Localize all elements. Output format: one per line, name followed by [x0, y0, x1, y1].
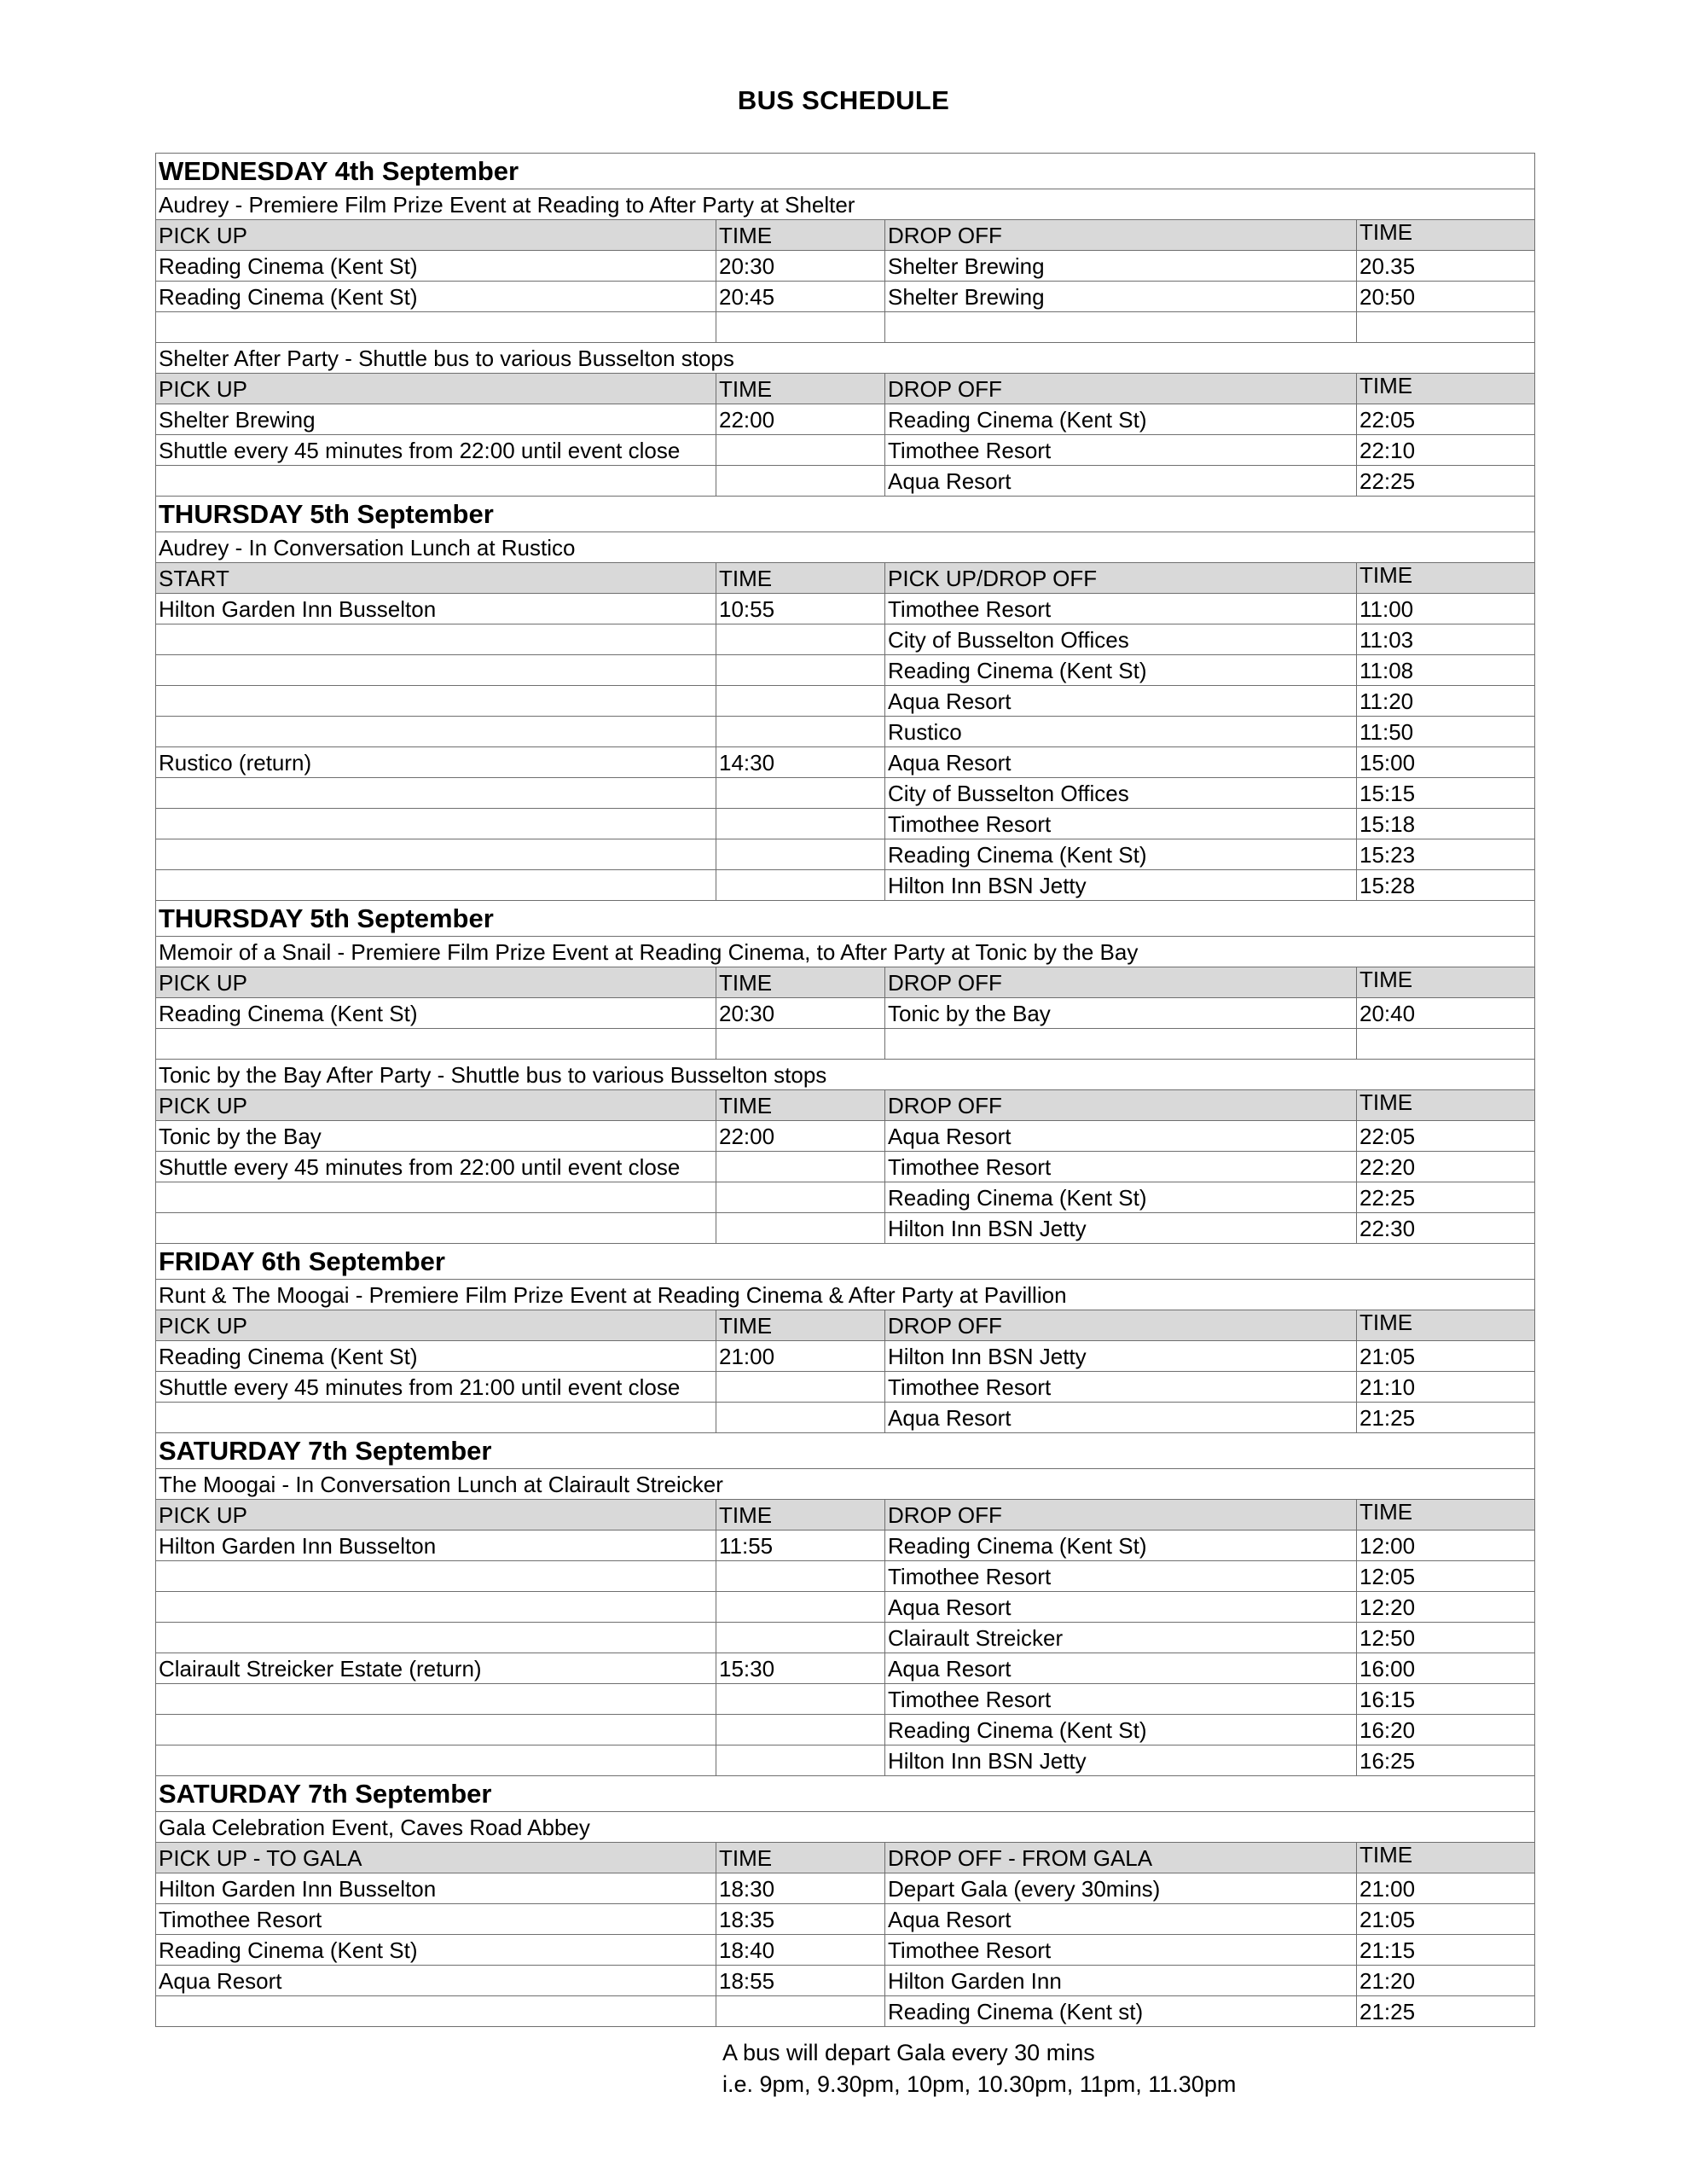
- pickup-location: [156, 1715, 716, 1745]
- dropoff-time: 22:25: [1357, 466, 1535, 497]
- pickup-time: [716, 717, 885, 747]
- event-subtitle-row: [156, 1060, 1535, 1090]
- header-dropoff: DROP OFF: [885, 374, 1357, 404]
- dropoff-time: 20.35: [1357, 251, 1535, 282]
- pickup-location: Reading Cinema (Kent St): [156, 1935, 716, 1966]
- header-time: TIME: [1357, 1500, 1535, 1531]
- dropoff-location: Hilton Inn BSN Jetty: [885, 1213, 1357, 1244]
- header-time: TIME: [1357, 1090, 1535, 1121]
- header-dropoff: DROP OFF: [885, 220, 1357, 251]
- header-dropoff: DROP OFF: [885, 1500, 1357, 1531]
- table-row: [156, 435, 1535, 466]
- table-row: [156, 1745, 1535, 1776]
- event-subtitle-row: [156, 343, 1535, 374]
- dropoff-location: Shelter Brewing: [885, 251, 1357, 282]
- dropoff-time: 21:00: [1357, 1873, 1535, 1904]
- pickup-time: [716, 1592, 885, 1623]
- column-header-row: [156, 967, 1535, 998]
- dropoff-location: Clairault Streicker: [885, 1623, 1357, 1653]
- pickup-location: [156, 1996, 716, 2027]
- event-subtitle-row: [156, 189, 1535, 220]
- dropoff-location: Timothee Resort: [885, 1152, 1357, 1182]
- table-row: [156, 466, 1535, 497]
- pickup-time: [716, 435, 885, 466]
- event-subtitle: The Moogai - In Conversation Lunch at Clairault Streicker: [156, 1469, 1535, 1500]
- pickup-time: [716, 1213, 885, 1244]
- table-row: [156, 1213, 1535, 1244]
- table-row: [156, 1372, 1535, 1403]
- pickup-location: Clairault Streicker Estate (return): [156, 1653, 716, 1684]
- event-subtitle-row: [156, 937, 1535, 967]
- pickup-time: 11:55: [716, 1531, 885, 1561]
- header-time: TIME: [716, 967, 885, 998]
- pickup-location: [156, 778, 716, 809]
- day-heading: SATURDAY 7th September: [156, 1776, 1535, 1812]
- pickup-time: [716, 870, 885, 901]
- header-pickup: PICK UP: [156, 1090, 716, 1121]
- pickup-location: Tonic by the Bay: [156, 1121, 716, 1152]
- table-row: [156, 778, 1535, 809]
- dropoff-time: 22:05: [1357, 1121, 1535, 1152]
- dropoff-location: Reading Cinema (Kent St): [885, 1531, 1357, 1561]
- pickup-location: Reading Cinema (Kent St): [156, 1341, 716, 1372]
- pickup-location: Hilton Garden Inn Busselton: [156, 594, 716, 624]
- pickup-location: Shuttle every 45 minutes from 21:00 until event close: [156, 1372, 716, 1403]
- pickup-time: [716, 686, 885, 717]
- day-heading-row: [156, 1433, 1535, 1469]
- table-row: [156, 1935, 1535, 1966]
- table-row: [156, 1182, 1535, 1213]
- column-header-row: [156, 1310, 1535, 1341]
- table-row: [156, 809, 1535, 839]
- pickup-location: Aqua Resort: [156, 1966, 716, 1996]
- dropoff-time: 21:25: [1357, 1403, 1535, 1433]
- pickup-time: 18:40: [716, 1935, 885, 1966]
- table-row: [156, 312, 1535, 343]
- dropoff-location: Timothee Resort: [885, 435, 1357, 466]
- dropoff-time: 12:00: [1357, 1531, 1535, 1561]
- table-row: [156, 1715, 1535, 1745]
- pickup-location: Hilton Garden Inn Busselton: [156, 1531, 716, 1561]
- pickup-location: [156, 1403, 716, 1433]
- dropoff-location: Reading Cinema (Kent St): [885, 839, 1357, 870]
- dropoff-location: City of Busselton Offices: [885, 624, 1357, 655]
- dropoff-location: City of Busselton Offices: [885, 778, 1357, 809]
- pickup-time: [716, 1996, 885, 2027]
- pickup-time: 14:30: [716, 747, 885, 778]
- event-subtitle: Tonic by the Bay After Party - Shuttle bus to various Busselton stops: [156, 1060, 1535, 1090]
- pickup-location: Shuttle every 45 minutes from 22:00 until event close: [156, 1152, 716, 1182]
- table-row: [156, 1152, 1535, 1182]
- header-time: TIME: [716, 1500, 885, 1531]
- dropoff-time: 21:20: [1357, 1966, 1535, 1996]
- header-pickup: PICK UP: [156, 220, 716, 251]
- pickup-location: [156, 655, 716, 686]
- dropoff-time: 16:15: [1357, 1684, 1535, 1715]
- table-row: [156, 1592, 1535, 1623]
- day-heading: THURSDAY 5th September: [156, 497, 1535, 532]
- dropoff-location: Aqua Resort: [885, 1403, 1357, 1433]
- header-time: TIME: [716, 220, 885, 251]
- pickup-time: [716, 1684, 885, 1715]
- pickup-time: 18:55: [716, 1966, 885, 1996]
- table-row: [156, 1684, 1535, 1715]
- pickup-time: 20:30: [716, 251, 885, 282]
- dropoff-time: 11:20: [1357, 686, 1535, 717]
- header-dropoff: DROP OFF: [885, 967, 1357, 998]
- dropoff-location: Hilton Inn BSN Jetty: [885, 1341, 1357, 1372]
- dropoff-location: Reading Cinema (Kent St): [885, 1715, 1357, 1745]
- header-time: TIME: [1357, 967, 1535, 998]
- day-heading-row: [156, 154, 1535, 189]
- table-row: [156, 1873, 1535, 1904]
- header-dropoff: DROP OFF - FROM GALA: [885, 1843, 1357, 1873]
- header-time: TIME: [1357, 563, 1535, 594]
- dropoff-location: Aqua Resort: [885, 1592, 1357, 1623]
- dropoff-location: Timothee Resort: [885, 1935, 1357, 1966]
- gala-note-line-1: A bus will depart Gala every 30 mins: [722, 2040, 1095, 2065]
- pickup-time: 20:30: [716, 998, 885, 1029]
- pickup-location: Hilton Garden Inn Busselton: [156, 1873, 716, 1904]
- dropoff-time: 21:05: [1357, 1904, 1535, 1935]
- dropoff-location: Timothee Resort: [885, 594, 1357, 624]
- pickup-time: [716, 1745, 885, 1776]
- gala-note-line-2: i.e. 9pm, 9.30pm, 10pm, 10.30pm, 11pm, 11.30pm: [722, 2071, 1237, 2097]
- table-row: [156, 870, 1535, 901]
- gala-note: [722, 2037, 1236, 2100]
- pickup-time: 22:00: [716, 1121, 885, 1152]
- dropoff-time: 12:20: [1357, 1592, 1535, 1623]
- header-time: TIME: [716, 1310, 885, 1341]
- pickup-location: [156, 1623, 716, 1653]
- pickup-location: Shelter Brewing: [156, 404, 716, 435]
- dropoff-time: 11:50: [1357, 717, 1535, 747]
- event-subtitle-row: [156, 1469, 1535, 1500]
- dropoff-location: Depart Gala (every 30mins): [885, 1873, 1357, 1904]
- day-heading-row: [156, 497, 1535, 532]
- header-dropoff: DROP OFF: [885, 1310, 1357, 1341]
- dropoff-location: [885, 1029, 1357, 1060]
- column-header-row: [156, 220, 1535, 251]
- dropoff-location: Aqua Resort: [885, 747, 1357, 778]
- dropoff-location: Timothee Resort: [885, 809, 1357, 839]
- dropoff-time: [1357, 312, 1535, 343]
- pickup-time: 18:30: [716, 1873, 885, 1904]
- event-subtitle: Audrey - Premiere Film Prize Event at Reading to After Party at Shelter: [156, 189, 1535, 220]
- dropoff-time: 11:08: [1357, 655, 1535, 686]
- dropoff-time: 22:10: [1357, 435, 1535, 466]
- pickup-location: Timothee Resort: [156, 1904, 716, 1935]
- pickup-location: [156, 839, 716, 870]
- pickup-time: [716, 1372, 885, 1403]
- pickup-time: [716, 778, 885, 809]
- day-heading: WEDNESDAY 4th September: [156, 154, 1535, 189]
- pickup-time: [716, 466, 885, 497]
- dropoff-location: Tonic by the Bay: [885, 998, 1357, 1029]
- dropoff-location: Timothee Resort: [885, 1684, 1357, 1715]
- page-title: BUS SCHEDULE: [737, 85, 950, 115]
- table-row: [156, 1561, 1535, 1592]
- dropoff-location: Hilton Inn BSN Jetty: [885, 870, 1357, 901]
- day-heading-row: [156, 1244, 1535, 1280]
- header-time: TIME: [716, 1090, 885, 1121]
- dropoff-time: 15:28: [1357, 870, 1535, 901]
- dropoff-location: Aqua Resort: [885, 1904, 1357, 1935]
- day-heading-row: [156, 901, 1535, 937]
- dropoff-location: Aqua Resort: [885, 1121, 1357, 1152]
- dropoff-location: Aqua Resort: [885, 466, 1357, 497]
- column-header-row: [156, 563, 1535, 594]
- header-pickup: PICK UP - TO GALA: [156, 1843, 716, 1873]
- dropoff-location: Hilton Garden Inn: [885, 1966, 1357, 1996]
- pickup-location: [156, 1561, 716, 1592]
- pickup-time: [716, 1561, 885, 1592]
- pickup-time: [716, 312, 885, 343]
- dropoff-time: [1357, 1029, 1535, 1060]
- dropoff-time: 12:50: [1357, 1623, 1535, 1653]
- pickup-time: [716, 1029, 885, 1060]
- dropoff-time: 21:05: [1357, 1341, 1535, 1372]
- table-row: [156, 1341, 1535, 1372]
- pickup-location: [156, 1029, 716, 1060]
- dropoff-time: 22:30: [1357, 1213, 1535, 1244]
- table-row: [156, 1653, 1535, 1684]
- header-time: TIME: [1357, 220, 1535, 251]
- event-subtitle-row: [156, 1812, 1535, 1843]
- dropoff-location: Timothee Resort: [885, 1372, 1357, 1403]
- table-row: [156, 655, 1535, 686]
- day-heading-row: [156, 1776, 1535, 1812]
- table-row: [156, 839, 1535, 870]
- dropoff-location: [885, 312, 1357, 343]
- event-subtitle: Audrey - In Conversation Lunch at Rustico: [156, 532, 1535, 563]
- header-time: TIME: [716, 374, 885, 404]
- pickup-time: 15:30: [716, 1653, 885, 1684]
- pickup-time: [716, 1182, 885, 1213]
- pickup-time: [716, 1403, 885, 1433]
- dropoff-time: 15:18: [1357, 809, 1535, 839]
- table-row: [156, 1996, 1535, 2027]
- pickup-time: 22:00: [716, 404, 885, 435]
- day-heading: FRIDAY 6th September: [156, 1244, 1535, 1280]
- pickup-location: Reading Cinema (Kent St): [156, 282, 716, 312]
- pickup-time: [716, 1715, 885, 1745]
- event-subtitle: Shelter After Party - Shuttle bus to various Busselton stops: [156, 343, 1535, 374]
- dropoff-location: Aqua Resort: [885, 686, 1357, 717]
- table-row: [156, 1029, 1535, 1060]
- table-row: [156, 624, 1535, 655]
- header-time: TIME: [716, 563, 885, 594]
- table-row: [156, 717, 1535, 747]
- header-pickup: PICK UP: [156, 1310, 716, 1341]
- event-subtitle-row: [156, 1280, 1535, 1310]
- pickup-location: [156, 717, 716, 747]
- dropoff-location: Shelter Brewing: [885, 282, 1357, 312]
- table-row: [156, 1966, 1535, 1996]
- column-header-row: [156, 374, 1535, 404]
- pickup-location: [156, 1182, 716, 1213]
- pickup-location: [156, 1592, 716, 1623]
- pickup-location: Rustico (return): [156, 747, 716, 778]
- dropoff-location: Reading Cinema (Kent st): [885, 1996, 1357, 2027]
- pickup-location: [156, 809, 716, 839]
- dropoff-location: Reading Cinema (Kent St): [885, 1182, 1357, 1213]
- pickup-time: 10:55: [716, 594, 885, 624]
- dropoff-time: 12:05: [1357, 1561, 1535, 1592]
- event-subtitle: Memoir of a Snail - Premiere Film Prize Event at Reading Cinema, to After Party at Tonic by the Bay: [156, 937, 1535, 967]
- header-pickup: PICK UP: [156, 374, 716, 404]
- header-dropoff: DROP OFF: [885, 1090, 1357, 1121]
- dropoff-time: 20:50: [1357, 282, 1535, 312]
- dropoff-time: 21:10: [1357, 1372, 1535, 1403]
- column-header-row: [156, 1500, 1535, 1531]
- pickup-time: 20:45: [716, 282, 885, 312]
- header-time: TIME: [716, 1843, 885, 1873]
- table-row: [156, 404, 1535, 435]
- dropoff-time: 15:00: [1357, 747, 1535, 778]
- dropoff-time: 16:25: [1357, 1745, 1535, 1776]
- pickup-location: [156, 1213, 716, 1244]
- pickup-location: [156, 466, 716, 497]
- dropoff-location: Reading Cinema (Kent St): [885, 404, 1357, 435]
- pickup-time: [716, 809, 885, 839]
- dropoff-time: 15:23: [1357, 839, 1535, 870]
- table-row: [156, 282, 1535, 312]
- header-time: TIME: [1357, 1310, 1535, 1341]
- table-row: [156, 998, 1535, 1029]
- pickup-location: [156, 870, 716, 901]
- table-row: [156, 251, 1535, 282]
- header-pickup: PICK UP: [156, 1500, 716, 1531]
- dropoff-location: Reading Cinema (Kent St): [885, 655, 1357, 686]
- pickup-location: [156, 1745, 716, 1776]
- event-subtitle: Gala Celebration Event, Caves Road Abbey: [156, 1812, 1535, 1843]
- header-pickup: PICK UP: [156, 967, 716, 998]
- pickup-time: [716, 624, 885, 655]
- day-heading: SATURDAY 7th September: [156, 1433, 1535, 1469]
- header-pickup: START: [156, 563, 716, 594]
- pickup-time: [716, 1623, 885, 1653]
- table-row: [156, 1623, 1535, 1653]
- pickup-location: Reading Cinema (Kent St): [156, 251, 716, 282]
- dropoff-time: 22:25: [1357, 1182, 1535, 1213]
- dropoff-location: Rustico: [885, 717, 1357, 747]
- dropoff-time: 21:15: [1357, 1935, 1535, 1966]
- table-row: [156, 1531, 1535, 1561]
- table-row: [156, 1904, 1535, 1935]
- dropoff-time: 16:20: [1357, 1715, 1535, 1745]
- column-header-row: [156, 1090, 1535, 1121]
- dropoff-time: 11:03: [1357, 624, 1535, 655]
- pickup-location: [156, 624, 716, 655]
- pickup-location: Reading Cinema (Kent St): [156, 998, 716, 1029]
- event-subtitle-row: [156, 532, 1535, 563]
- table-row: [156, 594, 1535, 624]
- pickup-time: [716, 839, 885, 870]
- pickup-location: Shuttle every 45 minutes from 22:00 until event close: [156, 435, 716, 466]
- pickup-location: [156, 1684, 716, 1715]
- event-subtitle: Runt & The Moogai - Premiere Film Prize Event at Reading Cinema & After Party at Pavillion: [156, 1280, 1535, 1310]
- header-time: TIME: [1357, 1843, 1535, 1873]
- dropoff-time: 22:05: [1357, 404, 1535, 435]
- pickup-time: [716, 655, 885, 686]
- header-time: TIME: [1357, 374, 1535, 404]
- header-dropoff: PICK UP/DROP OFF: [885, 563, 1357, 594]
- pickup-time: [716, 1152, 885, 1182]
- pickup-time: 18:35: [716, 1904, 885, 1935]
- dropoff-time: 16:00: [1357, 1653, 1535, 1684]
- day-heading: THURSDAY 5th September: [156, 901, 1535, 937]
- pickup-location: [156, 312, 716, 343]
- dropoff-time: 11:00: [1357, 594, 1535, 624]
- dropoff-location: Aqua Resort: [885, 1653, 1357, 1684]
- dropoff-time: 20:40: [1357, 998, 1535, 1029]
- dropoff-time: 21:25: [1357, 1996, 1535, 2027]
- bus-schedule-table: [155, 153, 1535, 2027]
- table-row: [156, 1403, 1535, 1433]
- pickup-location: [156, 686, 716, 717]
- table-row: [156, 686, 1535, 717]
- pickup-time: 21:00: [716, 1341, 885, 1372]
- dropoff-time: 22:20: [1357, 1152, 1535, 1182]
- dropoff-location: Timothee Resort: [885, 1561, 1357, 1592]
- table-row: [156, 1121, 1535, 1152]
- dropoff-time: 15:15: [1357, 778, 1535, 809]
- table-row: [156, 747, 1535, 778]
- column-header-row: [156, 1843, 1535, 1873]
- dropoff-location: Hilton Inn BSN Jetty: [885, 1745, 1357, 1776]
